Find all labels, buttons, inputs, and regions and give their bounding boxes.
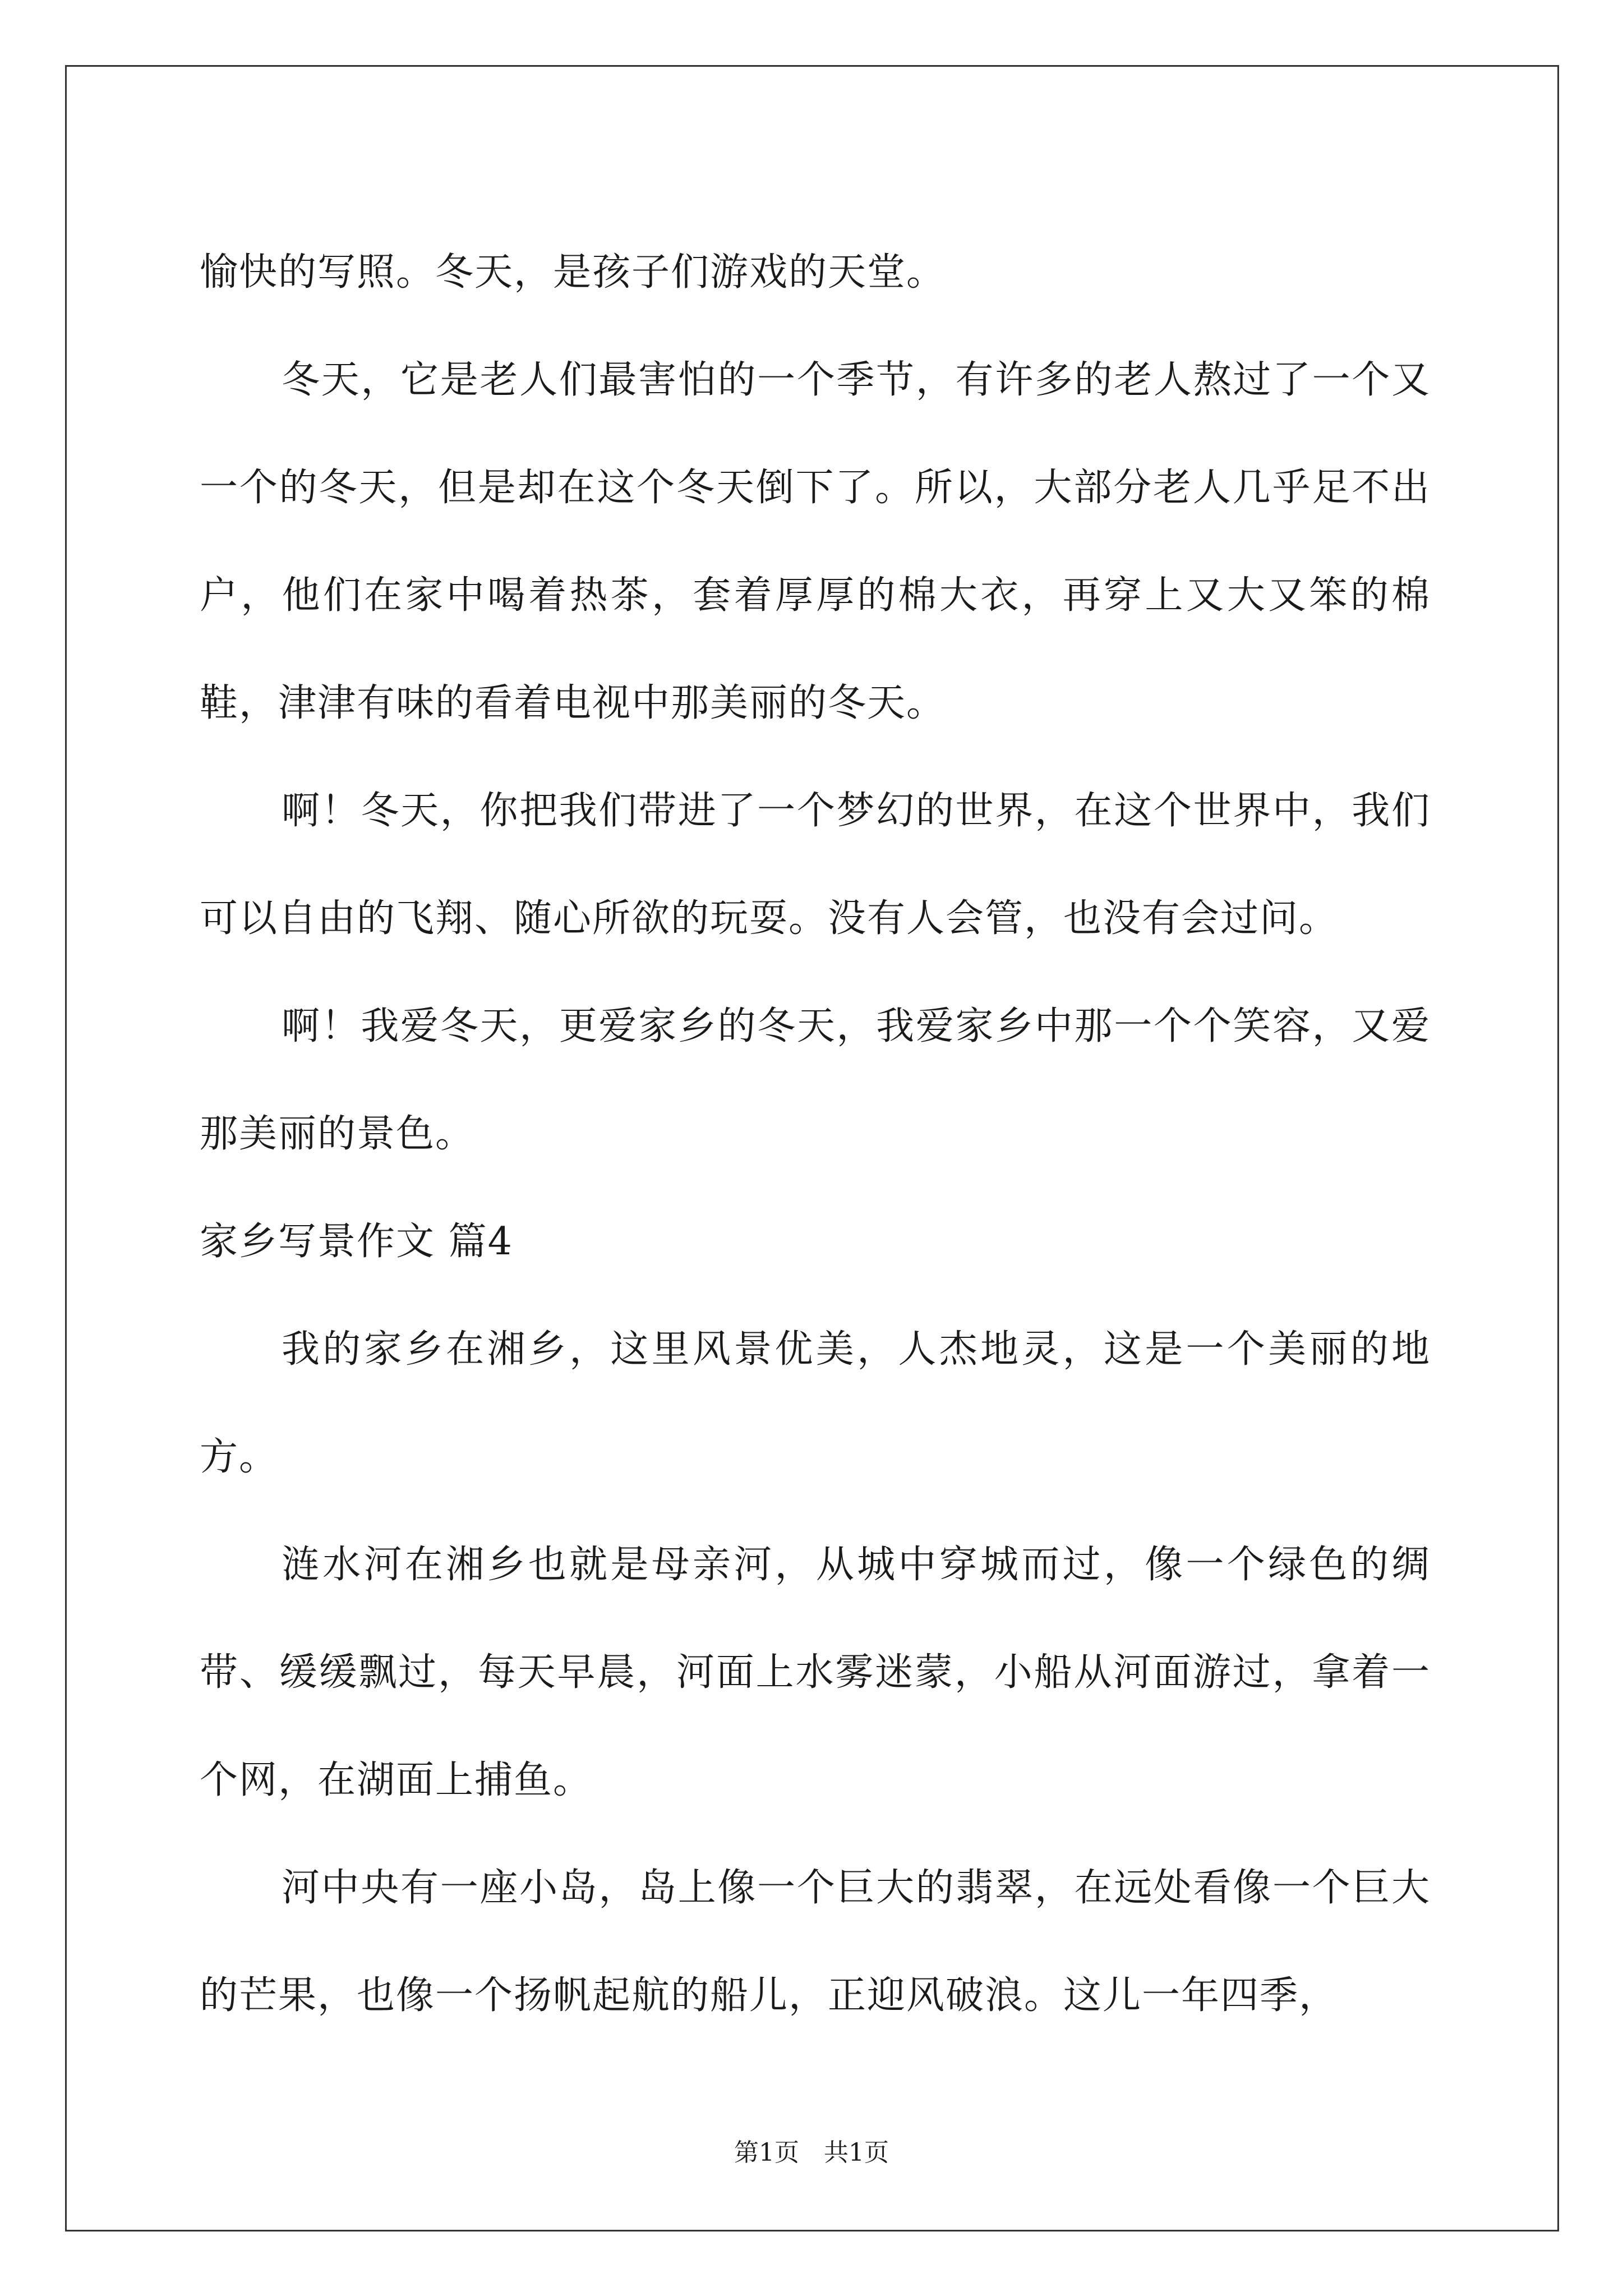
paragraph: 啊！我爱冬天，更爱家乡的冬天，我爱家乡中那一个个笑容，又爱那美丽的景色。	[200, 1004, 1431, 1156]
paragraph: 啊！冬天，你把我们带进了一个梦幻的世界，在这个世界中，我们可以自由的飞翔、随心所欲的玩耍。没有人会管，也没有会过问。	[200, 789, 1431, 941]
paragraph: 河中央有一座小岛，岛上像一个巨大的翡翠，在远处看像一个巨大的芒果，也像一个扬帆起航的船儿，正迎风破浪。这儿一年四季，	[200, 1866, 1431, 2018]
paragraph: 愉快的写照。冬天，是孩子们游戏的天堂。	[200, 250, 946, 295]
paragraph: 涟水河在湘乡也就是母亲河，从城中穿城而过，像一个绿色的绸带、缓缓飘过，每天早晨，河面上水雾迷蒙，小船从河面游过，拿着一个网，在湖面上捕鱼。	[200, 1543, 1431, 1802]
document-body	[200, 219, 1431, 2050]
paragraph: 我的家乡在湘乡，这里风景优美，人杰地灵，这是一个美丽的地方。	[200, 1327, 1431, 1479]
paragraph: 冬天，它是老人们最害怕的一个季节，有许多的老人熬过了一个又一个的冬天，但是却在这个冬天倒下了。所以，大部分老人几乎足不出户，他们在家中喝着热茶，套着厚厚的棉大衣，再穿上又大又笨的棉鞋，津津有味的看着电视中那美丽的冬天。	[200, 358, 1431, 725]
page-footer: 第1页 共1页	[734, 2138, 889, 2167]
section-heading: 家乡写景作文 篇4	[200, 1220, 513, 1264]
